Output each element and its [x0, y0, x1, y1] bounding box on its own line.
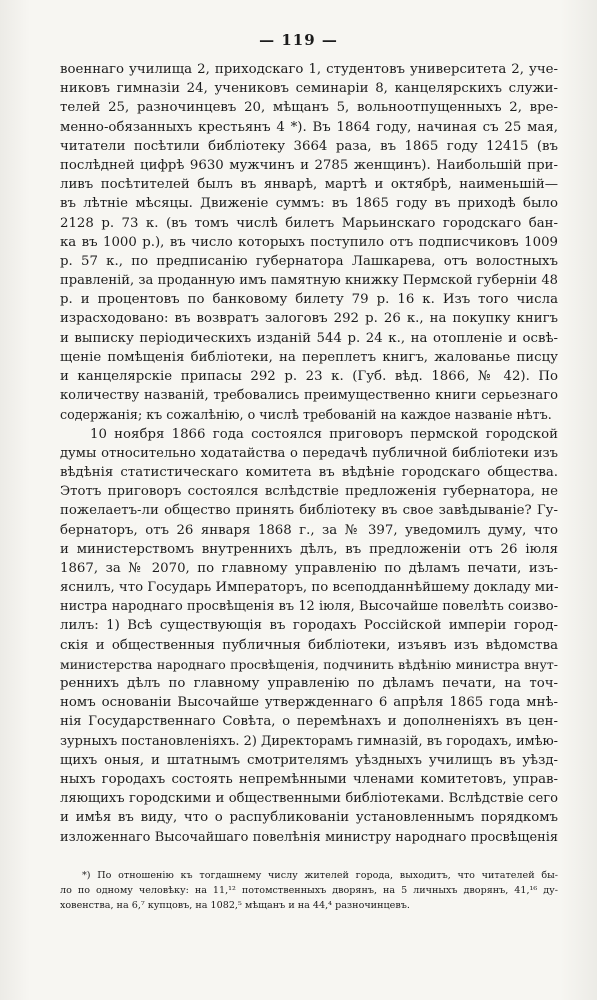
footnote-line: ховенства, на 6,⁷ купцовъ, на 1082,⁵ мѣщанъ и на 44,⁴ разночинцевъ. — [60, 900, 410, 911]
main-text — [60, 60, 558, 847]
text-line: никовъ гимназіи 24, учениковъ семинаріи 8, канцелярскихъ служи- — [60, 81, 558, 97]
text-line: р. 57 к., по предписанію губернатора Лашкарева, отъ волостныхъ — [60, 253, 558, 269]
text-line: и министерствомъ внутреннихъ дѣлъ, въ предложеніи отъ 26 іюля — [60, 541, 558, 557]
text-line: р. и процентовъ по банковому билету 79 р. 16 к. Изъ того числа — [60, 292, 558, 308]
text-line: правленій, за проданную имъ памятную книжку Пермской губерніи 48 — [60, 273, 558, 289]
text-line: скія и общественныя публичныя библіотеки, изъявъ изъ вѣдомства — [60, 637, 558, 653]
text-line: лилъ: 1) Всѣ существующія въ городахъ Россійской имперіи город- — [60, 618, 558, 634]
footnote-line: ло по одному человѣку: на 11,¹² потомственныхъ дворянъ, на 5 личныхъ дворянъ, 41,¹⁶ ду- — [60, 885, 558, 896]
text-line: и канцелярскіе припасы 292 р. 23 к. (Губ. вѣд. 1866, № 42). По — [60, 369, 558, 384]
text-line: менно-обязанныхъ крестьянъ 4 *). Въ 1864 году, начиная съ 25 мая, — [60, 119, 558, 135]
text-line: думы относительно ходатайства о передачѣ публичной библіотеки изъ — [60, 445, 558, 461]
text-line: министерства народнаго просвѣщенія, подчинить вѣдѣнію министра внут- — [60, 656, 558, 672]
footnote — [60, 868, 558, 913]
text-line: израсходовано: въ возвратъ залоговъ 292 р. 26 к., на покупку книгъ — [60, 311, 558, 327]
text-line: щихъ оныя, и штатнымъ смотрителямъ уѣздныхъ училищъ въ уѣзд- — [60, 752, 558, 768]
text-line: 1867, за № 2070, по главному управленію по дѣламъ печати, изъ- — [60, 560, 558, 576]
text-line: ливъ посѣтителей былъ въ январѣ, мартѣ и октябрѣ, наименьшій— — [60, 177, 558, 193]
text-line: содержанія; къ сожалѣнію, о числѣ требованій на каждое названіе нѣтъ. — [60, 407, 552, 423]
text-line: вѣдѣнія статистическаго комитета въ вѣдѣніе городскаго общества. — [60, 464, 558, 480]
page-number: — 119 — — [259, 31, 338, 49]
text-line: изложеннаго Высочайшаго повелѣнія министру народнаго просвѣщенія — [60, 829, 558, 845]
text-line: количеству названій, требовались преимущественно книги серьезнаго — [60, 388, 558, 404]
text-line: зурныхъ постановленіяхъ. 2) Директорамъ гимназій, въ городахъ, имѣю- — [60, 733, 558, 749]
text-line: номъ основаніи Высочайше утвержденнаго 6 апрѣля 1865 года мнѣ- — [60, 695, 558, 711]
text-line: нія Государственнаго Совѣта, о перемѣнахъ и дополненіяхъ въ цен- — [60, 714, 558, 730]
text-line: 2128 р. 73 к. (въ томъ числѣ билетъ Марьинскаго городскаго бан- — [60, 215, 558, 231]
text-line: яснилъ, что Государь Императоръ, по всеподданнѣйшему докладу ми- — [60, 580, 558, 596]
text-line: ляющихъ городскими и общественными библіотеками. Вслѣдствіе сего — [60, 791, 558, 807]
text-line: ка въ 1000 р.), въ число которыхъ поступило отъ подписчиковъ 1009 — [60, 234, 558, 250]
text-line: военнаго училища 2, приходскаго 1, студентовъ университета 2, уче- — [60, 62, 558, 77]
text-line: пожелаетъ-ли общество принять библіотеку въ свое завѣдываніе? Гу- — [60, 503, 558, 519]
text-line: нистра народнаго просвѣщенія въ 12 іюля, Высочайше повелѣть соизво- — [60, 599, 558, 615]
text-line: и выписку періодическихъ изданій 544 р. 24 к., на отопленіе и освѣ- — [60, 330, 558, 346]
text-line: щеніе помѣщенія библіотеки, на переплетъ книгъ, жалованье писцу — [60, 349, 558, 365]
paragraph-start-line: 10 ноября 1866 года состоялся приговоръ пермской городской — [90, 426, 558, 442]
text-line: въ лѣтніе мѣсяцы. Движеніе суммъ: въ 1865 году въ приходѣ было — [60, 196, 558, 212]
text-line: послѣдней цифрѣ 9630 мужчинъ и 2785 женщинъ). Наибольшій при- — [60, 157, 558, 173]
text-line: телей 25, разночинцевъ 20, мѣщанъ 5, вольноотпущенныхъ 2, вре- — [60, 100, 558, 116]
text-line: ныхъ городахъ состоять непремѣнными членами комитетовъ, управ- — [60, 771, 558, 787]
text-line: и имѣя въ виду, что о распубликованіи установленнымъ порядкомъ — [60, 810, 558, 826]
footnote-line: *) По отношенію къ тогдашнему числу жителей города, выходитъ, что читателей бы- — [82, 870, 558, 881]
text-line: бернаторъ, отъ 26 января 1868 г., за № 397, уведомилъ думу, что — [60, 522, 558, 538]
text-line: Этотъ приговоръ состоялся вслѣдствіе предложенія губернатора, не — [60, 484, 558, 500]
text-line: читатели посѣтили библіотеку 3664 раза, въ 1865 году 12415 (въ — [60, 138, 558, 154]
text-line: реннихъ дѣлъ по главному управленію по дѣламъ печати, на точ- — [60, 676, 558, 691]
